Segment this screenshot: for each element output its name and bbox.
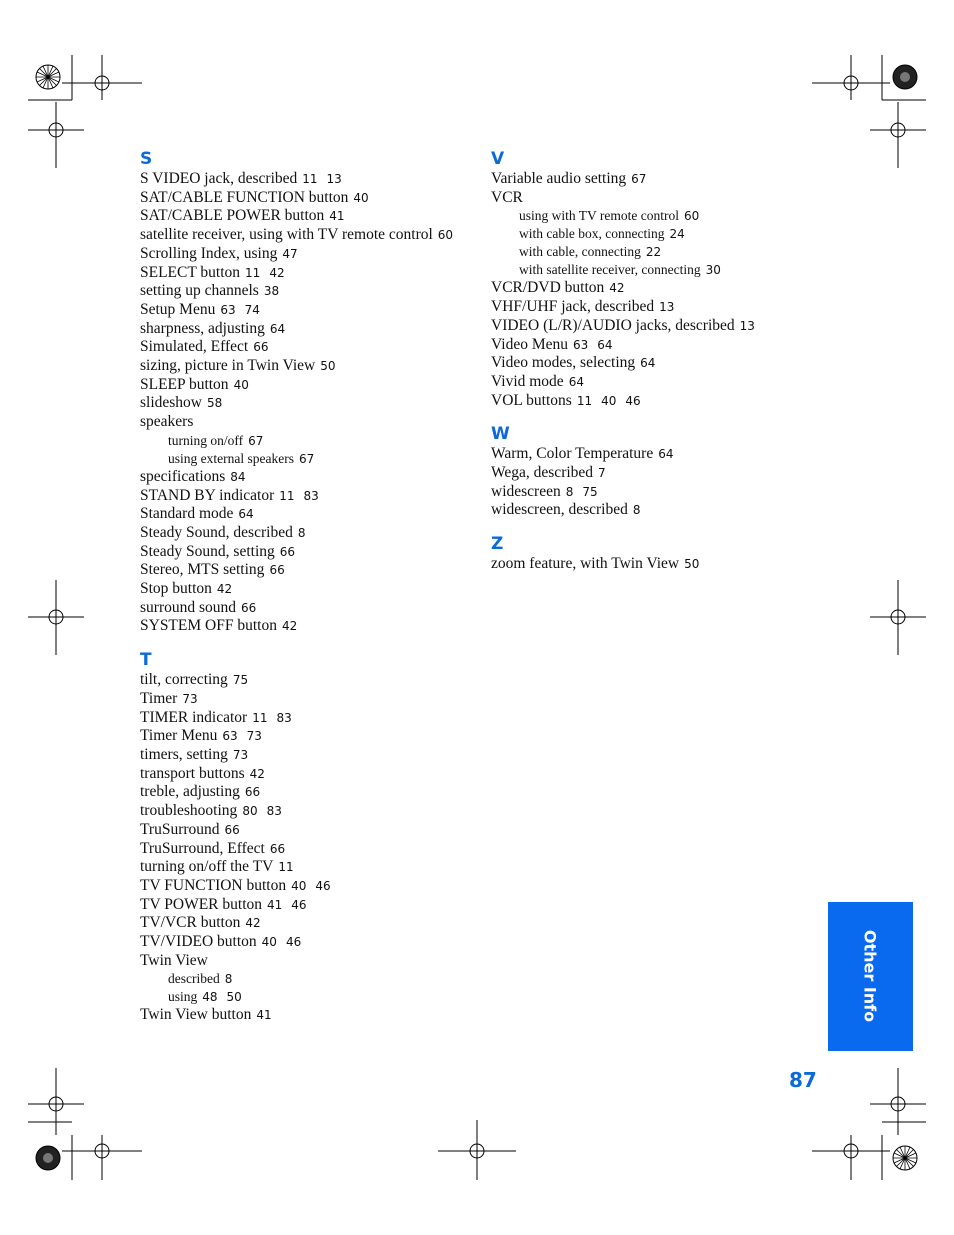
entry-text: TV FUNCTION button xyxy=(140,876,287,894)
page-reference: 46 xyxy=(285,935,302,950)
page-reference: 40 xyxy=(261,935,277,950)
entry-text: troubleshooting xyxy=(140,802,238,820)
page-reference: 38 xyxy=(263,284,280,299)
section-letter: W xyxy=(491,424,510,445)
index-entry xyxy=(491,445,821,464)
page-reference: 7 xyxy=(598,466,606,481)
entry-text: transport buttons xyxy=(140,764,245,782)
page-reference: 73 xyxy=(232,747,249,762)
entry-text: Stereo, MTS setting xyxy=(140,561,265,579)
entry-text: VIDEO (L/R)/AUDIO jacks, described xyxy=(491,316,735,334)
index-section-z xyxy=(491,533,821,574)
registration-crosshair-icon xyxy=(28,580,84,655)
entry-text: Wega, described xyxy=(491,464,594,482)
page-reference: 50 xyxy=(226,990,242,1005)
entry-text: surround sound xyxy=(140,598,237,616)
page-reference: 63 xyxy=(573,337,589,352)
entry-text: Steady Sound, described xyxy=(140,523,293,541)
page-reference: 64 xyxy=(238,507,254,522)
registration-crosshair-icon xyxy=(28,1068,84,1135)
page-reference: 73 xyxy=(246,729,262,744)
index-entry xyxy=(491,464,821,483)
entry-text: TruSurround, Effect xyxy=(140,839,265,857)
entry-text: VCR/DVD button xyxy=(491,279,605,297)
entry-text: using xyxy=(168,989,198,1005)
index-entry xyxy=(140,709,475,728)
index-entry xyxy=(140,413,475,432)
page-reference: 80 xyxy=(242,804,258,819)
page-reference: 30 xyxy=(705,263,721,278)
index-column-right xyxy=(491,148,821,587)
index-entry xyxy=(491,392,821,411)
entry-text: timers, setting xyxy=(140,745,228,763)
index-entry xyxy=(491,317,821,336)
entry-text: S VIDEO jack, described xyxy=(140,170,298,187)
page-reference: 47 xyxy=(282,246,298,261)
page-reference: 50 xyxy=(320,359,336,374)
index-entry xyxy=(140,765,475,784)
page-reference: 42 xyxy=(245,916,261,931)
page-reference: 11 xyxy=(279,488,295,503)
entry-text: turning on/off the TV xyxy=(140,858,274,876)
page-reference: 42 xyxy=(281,619,298,634)
index-entry xyxy=(140,170,475,189)
entry-text: with cable, connecting xyxy=(519,244,641,260)
index-entry xyxy=(491,501,821,520)
page-reference: 66 xyxy=(269,841,286,856)
entry-text: using external speakers xyxy=(168,450,294,466)
index-entry xyxy=(140,338,475,357)
page-reference: 64 xyxy=(568,374,584,389)
page-reference: 66 xyxy=(241,600,257,615)
entries-list xyxy=(140,671,475,1025)
page-reference: 66 xyxy=(279,544,296,559)
index-entry xyxy=(140,746,475,765)
index-entry xyxy=(491,483,821,502)
entry-text: using with TV remote control xyxy=(519,208,679,224)
entry-text: Scrolling Index, using xyxy=(140,244,278,262)
index-entry xyxy=(140,524,475,543)
page-reference: 40 xyxy=(233,377,249,392)
index-entry xyxy=(140,543,475,562)
entry-text: specifications xyxy=(140,467,226,485)
page-reference: 41 xyxy=(267,897,283,912)
index-entry xyxy=(491,336,821,355)
index-entry xyxy=(140,914,475,933)
index-section-s xyxy=(140,148,475,636)
entry-text: treble, adjusting xyxy=(140,783,240,801)
page-reference: 8 xyxy=(565,484,574,499)
index-entry xyxy=(140,394,475,413)
page-reference: 46 xyxy=(625,393,641,408)
page-reference: 46 xyxy=(291,897,307,912)
registration-crosshair-icon xyxy=(62,55,142,100)
page-reference: 8 xyxy=(632,503,641,518)
index-entry xyxy=(140,802,475,821)
section-tab-label: Other Info xyxy=(860,929,880,1023)
registration-crosshair-icon xyxy=(870,1068,926,1135)
page-reference: 84 xyxy=(230,469,246,484)
index-entry xyxy=(140,690,475,709)
page-reference: 75 xyxy=(232,673,249,688)
index-subentry xyxy=(140,970,475,988)
entry-text: Warm, Color Temperature xyxy=(491,445,654,463)
entry-text: SYSTEM OFF button xyxy=(140,617,277,635)
registration-crosshair-icon xyxy=(812,1135,890,1180)
page-reference: 42 xyxy=(216,582,233,597)
entry-text: slideshow xyxy=(140,394,202,412)
index-column-left xyxy=(140,148,475,1038)
index-entry xyxy=(491,170,821,189)
index-entry xyxy=(140,877,475,896)
page-reference: 48 xyxy=(202,990,218,1005)
page-reference: 58 xyxy=(207,396,223,411)
index-entry xyxy=(140,357,475,376)
entry-text: Simulated, Effect xyxy=(140,338,249,356)
registration-crosshair-icon xyxy=(870,580,926,655)
entry-text: sharpness, adjusting xyxy=(140,319,265,337)
entry-text: zoom feature, with Twin View xyxy=(491,555,680,573)
page-reference: 67 xyxy=(248,433,264,448)
entry-text: STAND BY indicator xyxy=(140,486,275,504)
index-entry xyxy=(140,282,475,301)
page-reference: 11 xyxy=(252,710,268,725)
page-reference: 11 xyxy=(245,265,261,280)
index-entry xyxy=(140,821,475,840)
section-tab xyxy=(828,902,913,1051)
page-reference: 66 xyxy=(244,785,261,800)
index-subentry xyxy=(491,243,821,261)
index-entry xyxy=(140,952,475,971)
entry-text: Stop button xyxy=(140,580,212,598)
entry-text: Video modes, selecting xyxy=(491,354,636,372)
entry-text: TV POWER button xyxy=(140,895,262,913)
index-entry xyxy=(491,354,821,373)
registration-crosshair-icon xyxy=(438,1120,516,1180)
entry-text: TV/VIDEO button xyxy=(140,933,257,951)
page-reference: 83 xyxy=(266,804,282,819)
entry-text: TIMER indicator xyxy=(140,708,248,726)
index-section-t xyxy=(140,649,475,1025)
entry-text: speakers xyxy=(140,413,194,431)
entry-text: Twin View button xyxy=(140,1006,252,1024)
entries-list xyxy=(491,555,821,574)
page-reference: 66 xyxy=(269,563,285,578)
index-entry xyxy=(140,783,475,802)
entry-text: SAT/CABLE POWER button xyxy=(140,207,325,225)
index-entry xyxy=(140,245,475,264)
index-subentry xyxy=(140,432,475,450)
page-reference: 40 xyxy=(601,393,617,408)
index-entry xyxy=(140,671,475,690)
entry-text: described xyxy=(168,971,220,987)
index-entry xyxy=(140,487,475,506)
entry-text: Twin View xyxy=(140,951,208,969)
section-letter: S xyxy=(140,149,153,169)
page-reference: 63 xyxy=(222,729,238,744)
entry-text: Standard mode xyxy=(140,505,234,523)
page-reference: 64 xyxy=(597,337,613,352)
entry-text: widescreen, described xyxy=(491,501,628,519)
entries-list xyxy=(491,445,821,520)
index-entry xyxy=(140,561,475,580)
index-entry xyxy=(491,298,821,317)
page-reference: 83 xyxy=(276,710,292,725)
page-reference: 74 xyxy=(244,302,260,317)
entry-text: SELECT button xyxy=(140,263,241,281)
page-reference: 64 xyxy=(640,356,656,371)
page-reference: 46 xyxy=(315,878,331,893)
page-reference: 41 xyxy=(256,1008,272,1023)
index-entry xyxy=(140,599,475,618)
page-reference: 66 xyxy=(253,340,269,355)
index-subentry xyxy=(140,988,475,1006)
entry-text: with satellite receiver, connecting xyxy=(519,262,701,278)
entry-text: Setup Menu xyxy=(140,300,216,318)
index-entry xyxy=(140,376,475,395)
index-entry xyxy=(140,468,475,487)
page-reference: 42 xyxy=(269,265,285,280)
index-entry xyxy=(140,580,475,599)
entry-text: VHF/UHF jack, described xyxy=(491,298,655,316)
registration-starburst-icon xyxy=(36,1146,60,1170)
entry-text: Vivid mode xyxy=(491,372,564,390)
registration-starburst-icon xyxy=(893,1146,917,1170)
index-entry xyxy=(140,264,475,283)
page-reference: 73 xyxy=(182,691,198,706)
index-subentry xyxy=(491,207,821,225)
index-section-w xyxy=(491,423,821,520)
index-entry xyxy=(491,189,821,208)
entry-text: sizing, picture in Twin View xyxy=(140,357,316,375)
index-entry xyxy=(140,301,475,320)
page-reference: 13 xyxy=(739,318,755,333)
registration-crosshair-icon xyxy=(870,102,926,168)
entry-text: Timer xyxy=(140,689,178,707)
entry-text: widescreen xyxy=(491,482,561,500)
page-reference: 67 xyxy=(298,451,315,466)
entry-text: with cable box, connecting xyxy=(519,226,665,242)
entry-text: setting up channels xyxy=(140,282,259,300)
entry-text: Variable audio setting xyxy=(491,170,627,187)
entry-text: SLEEP button xyxy=(140,375,229,393)
page-reference: 11 xyxy=(302,172,318,186)
index-entry xyxy=(140,1006,475,1025)
page-reference: 75 xyxy=(582,484,598,499)
page-reference: 63 xyxy=(220,302,236,317)
entry-text: satellite receiver, using with TV remote control xyxy=(140,226,433,244)
index-entry xyxy=(140,727,475,746)
page-reference: 40 xyxy=(353,190,369,205)
page-reference: 60 xyxy=(437,228,454,243)
index-entry xyxy=(140,933,475,952)
entries-list xyxy=(140,170,475,636)
index-entry xyxy=(140,189,475,208)
page-reference: 24 xyxy=(669,227,685,242)
index-subentry xyxy=(491,225,821,243)
page-reference: 22 xyxy=(645,245,662,260)
entry-text: VOL buttons xyxy=(491,391,572,409)
index-subentry xyxy=(140,450,475,468)
page-reference: 13 xyxy=(659,300,675,315)
entry-text: TruSurround xyxy=(140,820,220,838)
index-entry xyxy=(140,207,475,226)
index-entry xyxy=(140,226,475,245)
entries-list xyxy=(491,170,821,410)
page-reference: 42 xyxy=(609,281,625,296)
index-section-v xyxy=(491,148,821,410)
index-entry xyxy=(140,896,475,915)
index-entry xyxy=(140,840,475,859)
page-reference: 50 xyxy=(684,557,700,572)
page-reference: 64 xyxy=(658,447,674,462)
page-reference: 42 xyxy=(249,766,265,781)
entry-text: Steady Sound, setting xyxy=(140,542,275,560)
page-reference: 40 xyxy=(291,878,307,893)
section-letter: T xyxy=(140,650,152,671)
index-entry xyxy=(491,373,821,392)
page-reference: 60 xyxy=(683,209,700,224)
page-reference: 11 xyxy=(278,860,294,875)
page-reference: 8 xyxy=(224,972,233,987)
entry-text: TV/VCR button xyxy=(140,914,241,932)
registration-starburst-icon xyxy=(893,65,917,89)
index-entry xyxy=(140,505,475,524)
section-letter: V xyxy=(491,149,505,169)
index-entry xyxy=(140,320,475,339)
page-reference: 8 xyxy=(297,525,306,540)
index-entry xyxy=(140,617,475,636)
index-subentry xyxy=(491,261,821,279)
entry-text: tilt, correcting xyxy=(140,671,228,689)
registration-crosshair-icon xyxy=(62,1135,142,1180)
entry-text: Video Menu xyxy=(491,335,568,353)
index-entry xyxy=(140,858,475,877)
page-reference: 41 xyxy=(329,209,345,224)
entry-text: Timer Menu xyxy=(140,727,218,745)
page-reference: 11 xyxy=(576,393,593,408)
registration-starburst-icon xyxy=(36,65,60,89)
index-entry xyxy=(491,555,821,574)
registration-crosshair-icon xyxy=(812,55,890,100)
page-reference: 13 xyxy=(326,172,342,186)
entry-text: SAT/CABLE FUNCTION button xyxy=(140,188,349,206)
index-entry xyxy=(491,279,821,298)
entry-text: turning on/off xyxy=(168,432,244,448)
entry-text: VCR xyxy=(491,188,523,206)
registration-crosshair-icon xyxy=(28,102,84,168)
page-reference: 67 xyxy=(631,172,647,186)
page-number: 87 xyxy=(789,1068,817,1092)
section-letter: Z xyxy=(491,534,504,555)
page-reference: 83 xyxy=(303,488,319,503)
page-reference: 64 xyxy=(269,321,286,336)
page-reference: 66 xyxy=(224,822,240,837)
